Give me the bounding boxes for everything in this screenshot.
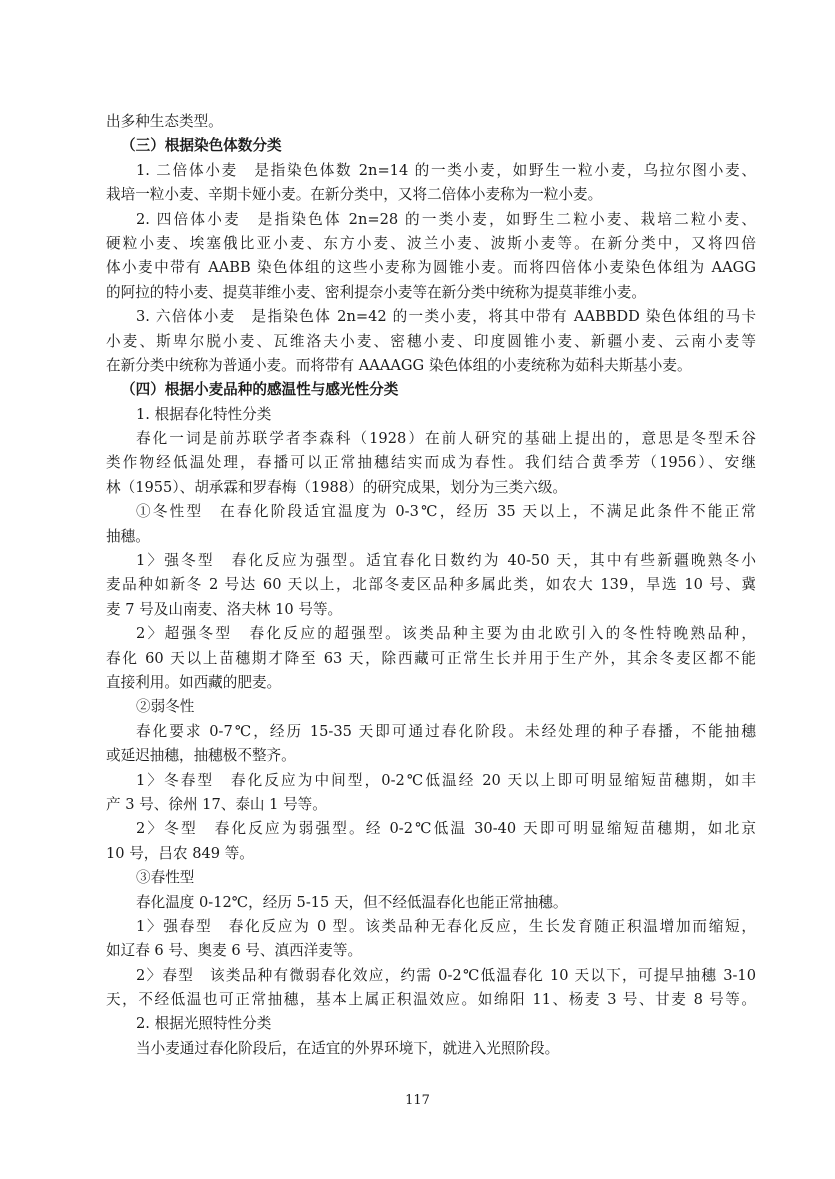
paragraph-first-line: 2. 四倍体小麦 是指染色体 2n=28 的一类小麦，如野生二粒小麦、栽培二粒小麦、 — [136, 210, 756, 228]
paragraph-line: 天，不经低温也可正常抽穗，基本上属正积温效应。如绵阳 11、杨麦 3 号、甘麦 8 号等。 — [106, 991, 756, 1009]
paragraph-last-line: 或延迟抽穗，抽穗极不整齐。 — [106, 747, 296, 765]
page-number: 117 — [405, 1093, 430, 1108]
paragraph-first-line: 2〉冬型 春化反应为弱强型。经 0-2℃低温 30-40 天即可明显缩短苗穗期，如北京 — [136, 820, 756, 838]
paragraph-first-line: 2〉春型 该类品种有微弱春化效应，约需 0-2℃低温春化 10 天以下，可提早抽穗 3-10 — [136, 966, 756, 984]
paragraph-first-line: 2〉超强冬型 春化反应的超强型。该类品种主要为由北欧引入的冬性特晚熟品种， — [136, 625, 756, 643]
paragraph-last-line: 抽穗。 — [106, 527, 150, 545]
paragraph-line: 体小麦中带有 AABB 染色体组的这些小麦称为圆锥小麦。而将四倍体小麦染色体组为 AAGG — [106, 259, 756, 277]
paragraph-line: 春化 60 天以上苗穗期才降至 63 天，除西藏可正常生长并用于生产外，其余冬麦区都不能 — [106, 649, 756, 667]
paragraph-first-line: ①冬性型 在春化阶段适宜温度为 0-3℃，经历 35 天以上，不满足此条件不能正常 — [136, 503, 756, 521]
paragraph-last-line: 栽培一粒小麦、辛期卡娅小麦。在新分类中，又将二倍体小麦称为一粒小麦。 — [106, 186, 603, 204]
paragraph-first-line: 3. 六倍体小麦 是指染色体 2n=42 的一类小麦，将其中带有 AABBDD 染色体组的马卡 — [136, 308, 756, 326]
paragraph-last-line: 在新分类中统称为普通小麦。而将带有 AAAAGG 染色体组的小麦统称为茹科夫斯基小麦。 — [106, 356, 692, 374]
paragraph-line: 硬粒小麦、埃塞俄比亚小麦、东方小麦、波兰小麦、波斯小麦等。在新分类中，又将四倍 — [106, 234, 756, 252]
paragraph-first-line: 1. 二倍体小麦 是指染色体数 2n=14 的一类小麦，如野生一粒小麦，乌拉尔图小麦、 — [136, 161, 756, 179]
document-page — [106, 110, 756, 1061]
section-heading: （四）根据小麦品种的感温性与感光性分类 — [121, 381, 399, 399]
paragraph-first-line: 1〉强春型 春化反应为 0 型。该类品种无春化反应，生长发育随正积温增加而缩短， — [136, 917, 756, 935]
paragraph-first-line: 春化一词是前苏联学者李森科（1928）在前人研究的基础上提出的，意思是冬型禾谷 — [136, 430, 756, 448]
section-heading: （三）根据染色体数分类 — [121, 137, 282, 155]
paragraph-line: 小麦、斯卑尔脱小麦、瓦维洛夫小麦、密穗小麦、印度圆锥小麦、新疆小麦、云南小麦等 — [106, 332, 756, 350]
paragraph-first-line: 春化要求 0-7℃，经历 15-35 天即可通过春化阶段。未经处理的种子春播，不能抽穗 — [136, 722, 756, 740]
paragraph-line: ③春性型 — [136, 869, 195, 887]
paragraph-last-line: 10 号，吕农 849 等。 — [106, 844, 254, 862]
paragraph-line: 当小麦通过春化阶段后，在适宜的外界环境下，就进入光照阶段。 — [136, 1039, 560, 1057]
paragraph-last-line: 的阿拉的特小麦、提莫菲维小麦、密利提奈小麦等在新分类中统称为提莫菲维小麦。 — [106, 283, 646, 301]
paragraph-line: 麦品种如新冬 2 号达 60 天以上，北部冬麦区品种多属此类，如农大 139，旱选 10 号、冀 — [106, 576, 756, 594]
paragraph-line: ②弱冬性 — [136, 698, 195, 716]
paragraph-last-line: 出多种生态类型。 — [106, 113, 223, 130]
paragraph-last-line: 直接利用。如西藏的肥麦。 — [106, 673, 282, 691]
paragraph-line: 1. 根据春化特性分类 — [136, 405, 272, 423]
paragraph-line: 类作物经低温处理，春播可以正常抽穗结实而成为春性。我们结合黄季芳（1956）、安继 — [106, 454, 756, 472]
paragraph-first-line: 1〉强冬型 春化反应为强型。适宜春化日数约为 40-50 天，其中有些新疆晚熟冬小 — [136, 552, 756, 570]
paragraph-first-line: 1〉冬春型 春化反应为中间型，0-2℃低温经 20 天以上即可明显缩短苗穗期，如丰 — [136, 771, 756, 789]
paragraph-last-line: 林（1955）、胡承霖和罗春梅（1988）的研究成果，划分为三类六级。 — [106, 478, 568, 496]
paragraph-last-line: 麦 7 号及山南麦、洛夫林 10 号等。 — [106, 600, 343, 618]
paragraph-last-line: 产 3 号、徐州 17、泰山 1 号等。 — [106, 795, 327, 813]
paragraph-last-line: 如辽春 6 号、奥麦 6 号、滇西洋麦等。 — [106, 942, 363, 960]
paragraph-line: 春化温度 0-12℃，经历 5-15 天，但不经低温春化也能正常抽穗。 — [136, 893, 568, 911]
paragraph-line: 2. 根据光照特性分类 — [136, 1015, 272, 1033]
